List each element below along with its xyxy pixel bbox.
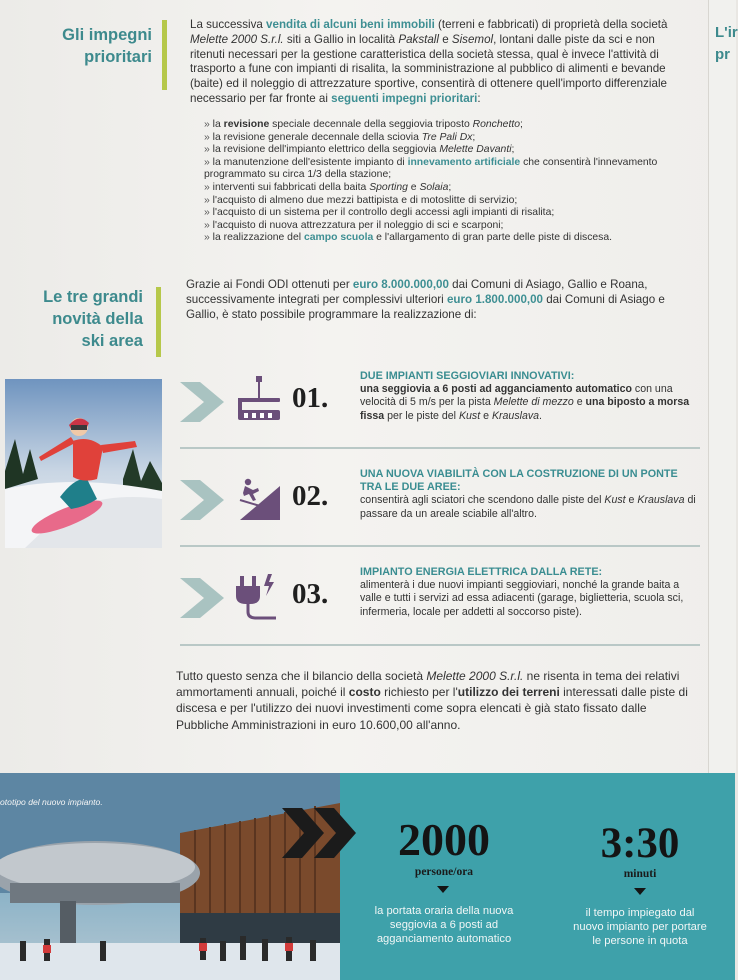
feature-03 [180, 566, 700, 632]
text-run: dai Comuni di Asiago, Gallio e Roana, successivamente integrati per complessivi ulteriori [186, 278, 648, 306]
text-run: interventi sui fabbricati della baita [212, 181, 370, 193]
double-chevron-icon [282, 808, 362, 858]
text-run: speciale decennale della seggiovia triposto [269, 119, 473, 130]
highlight-text: vendita di alcuni beni immobili [266, 18, 435, 31]
text-run: Kust [604, 494, 626, 507]
priorities-title-bar [162, 20, 167, 90]
text-run: Krauslava [491, 409, 540, 422]
priority-item [204, 182, 684, 195]
stat-capacity-unit: persone/ora [414, 866, 474, 878]
text-run: di passare da un areale sciabile all'altro. [360, 494, 696, 520]
text-run: l'acquisto di nuova attrezzatura per il noleggio di sci e scarponi; [212, 219, 504, 231]
text-run: Solaia [419, 181, 449, 193]
text-run: , lontani dalle piste da sci e non ritenuti necessari per la gestione caratteristica della società stessa, qual è invece l'attività di trasporto a fune con impianti di risalita, la somministrazione al pubblico di alimenti e bevande (baite) ed il noleggio di attrezzature sportive, consentirà di ottenere quell'importo differenziale necessario per far fronte ai [190, 32, 667, 105]
priority-item [204, 132, 684, 145]
feature-text [360, 370, 700, 423]
feature-number: 01. [292, 382, 329, 414]
text-run: e l'allargamento di gran parte delle piste di discesa. [373, 232, 613, 244]
divider [180, 447, 700, 449]
priority-item [204, 119, 684, 132]
text-run: la revisione generale decennale della sciovia [212, 131, 422, 143]
highlight-text: campo scuola [303, 232, 374, 244]
text-run: l'acquisto di almeno due mezzi battipista e di motoslitte di servizio; [212, 194, 518, 206]
chevron-right-icon [180, 382, 224, 422]
bottom-band [0, 773, 735, 980]
text-run: con una velocità di 5 m/s per la pista [360, 383, 673, 409]
text-run: una seggiovia a 6 posti ad agganciamento automatico [360, 383, 632, 396]
feature-02 [180, 468, 700, 534]
text-run: alimenterà i due nuovi impianti seggioviari, nonché la grande baita a valle e tutti i servizi ad essa adiacenti (garage, biglietteria, scuola sci, infermeria, locale per addetti al soccorso piste). [360, 579, 684, 618]
text-run: Tutto questo senza che il bilancio della società [176, 669, 427, 683]
text-run: costo [348, 685, 381, 700]
priorities-intro [190, 18, 678, 107]
stat-time-unit: minuti [623, 868, 657, 880]
feature-01 [180, 370, 700, 436]
text-run: : [477, 91, 481, 105]
text-run: Ronchetto [472, 119, 520, 130]
priority-item [204, 195, 684, 208]
text-run: ; [448, 181, 452, 193]
text-run: Sporting [369, 181, 408, 193]
feature-body [360, 494, 696, 519]
power-plug-icon [236, 572, 282, 620]
text-run: e [438, 32, 452, 46]
text-run: ne risenta in tema dei relativi ammortamenti annuali, poiché il [176, 669, 680, 700]
text-run: Melette 2000 S.r.l. [426, 669, 524, 683]
feature-text [360, 566, 700, 619]
text-run: la [212, 119, 224, 130]
snowboarder-photo [5, 379, 162, 548]
text-run: Sisemol [451, 32, 494, 46]
text-run: per le piste del [384, 409, 459, 422]
text-run: consentirà agli sciatori che scendono dalle piste del [360, 494, 605, 507]
arrow-down-icon [634, 888, 646, 895]
highlight-text: seguenti impegni prioritari [331, 91, 478, 105]
feature-heading: UNA NUOVA VIABILITÀ CON LA COSTRUZIONE DI UN PONTE TRA LE DUE AREE: [360, 468, 678, 494]
feature-body [360, 383, 689, 421]
text-run: ; [511, 144, 515, 156]
priorities-list [204, 119, 684, 245]
text-run: siti a Gallio in località [283, 32, 399, 46]
closing-paragraph [176, 668, 696, 733]
priority-item [204, 220, 684, 233]
novelties-title: Le tre grandi novità della ski area [43, 288, 143, 350]
feature-heading: IMPIANTO ENERGIA ELETTRICA DALLA RETE: [360, 566, 603, 578]
highlight-text: innevamento artificiale [407, 156, 521, 168]
stat-time-desc: il tempo impiegato dal nuovo impianto per portare le persone in quota [573, 907, 707, 947]
text-run: e [480, 409, 492, 422]
text-run: e [625, 494, 638, 507]
priority-item [204, 207, 684, 220]
lift-prototype-photo [0, 773, 340, 980]
feature-body [360, 579, 683, 617]
divider [180, 644, 700, 646]
text-run: l'acquisto di un sistema per il controllo degli accessi agli impianti di risalita; [212, 207, 555, 219]
feature-number: 03. [292, 578, 329, 610]
text-run: dai Comuni di Asiago e Gallio, è stato possibile programmare la realizzazione di: [186, 292, 665, 321]
text-run: Melette di mezzo [493, 396, 574, 409]
divider [180, 545, 700, 547]
text-run: Kust [458, 409, 481, 422]
text-run: Krauslava [637, 494, 685, 507]
text-run: ; [472, 131, 476, 143]
text-run: una biposto a morsa fissa [360, 396, 690, 422]
text-run: La successiva [190, 18, 267, 31]
next-page-title: L'ir pr [715, 24, 738, 63]
feature-text [360, 468, 700, 521]
stat-capacity-value: 2000 [398, 814, 490, 865]
text-run: Melette 2000 S.r.l. [190, 32, 284, 46]
chevron-right-icon [180, 480, 224, 520]
novelties-intro [186, 278, 686, 322]
feature-number: 02. [292, 480, 329, 512]
text-run: e [573, 396, 586, 409]
text-run: (terreni e fabbricati) di proprietà della società [434, 18, 668, 31]
text-run: Melette Davanti [439, 144, 512, 156]
feature-heading: DUE IMPIANTI SEGGIOVIARI INNOVATIVI: [360, 370, 575, 382]
text-run: la revisione dell'impianto elettrico della seggiovia [212, 144, 440, 156]
priority-item [204, 144, 684, 157]
text-run: Tre Pali Dx [421, 131, 473, 143]
arrow-down-icon [437, 886, 449, 893]
priorities-title: Gli impegni prioritari [62, 26, 152, 66]
next-page-edge [708, 0, 736, 773]
text-run: e [407, 181, 420, 193]
text-run: richiesto per l' [380, 685, 458, 700]
text-run: ; [520, 119, 523, 130]
text-run: che consentirà l'innevamento programmato su circa 1/3 della stazione; [204, 156, 658, 181]
text-run: revisione [223, 119, 270, 130]
text-run: interessati dalle piste di discesa e per l'utilizzo dei nuovi investimenti come sopra elencati è già stato fissato dalle Pubbliche Amministrazioni in euro 10.600,00 all'anno. [176, 685, 688, 732]
highlight-text: euro 8.000.000,00 [352, 278, 449, 291]
chairlift-icon [236, 376, 282, 424]
highlight-text: euro 1.800.000,00 [446, 292, 544, 306]
priority-item [204, 157, 684, 182]
skier-slope-icon [236, 474, 282, 522]
priority-item [204, 232, 684, 245]
text-run: utilizzo dei terreni [457, 685, 560, 700]
photo-caption: ototipo del nuovo impianto. [0, 797, 103, 807]
stat-capacity-desc: la portata oraria della nuova seggiovia a 6 posti ad agganciamento automatico [374, 905, 514, 945]
text-run: Pakstall [398, 32, 439, 46]
text-run: la manutenzione dell'esistente impianto di [212, 156, 408, 168]
text-run: Grazie ai Fondi ODI ottenuti per [186, 278, 353, 291]
text-run: . [539, 409, 542, 422]
chevron-right-icon [180, 578, 224, 618]
stat-time-value: 3:30 [600, 820, 680, 867]
text-run: la realizzazione del [212, 232, 304, 244]
novelties-title-bar [156, 287, 161, 357]
